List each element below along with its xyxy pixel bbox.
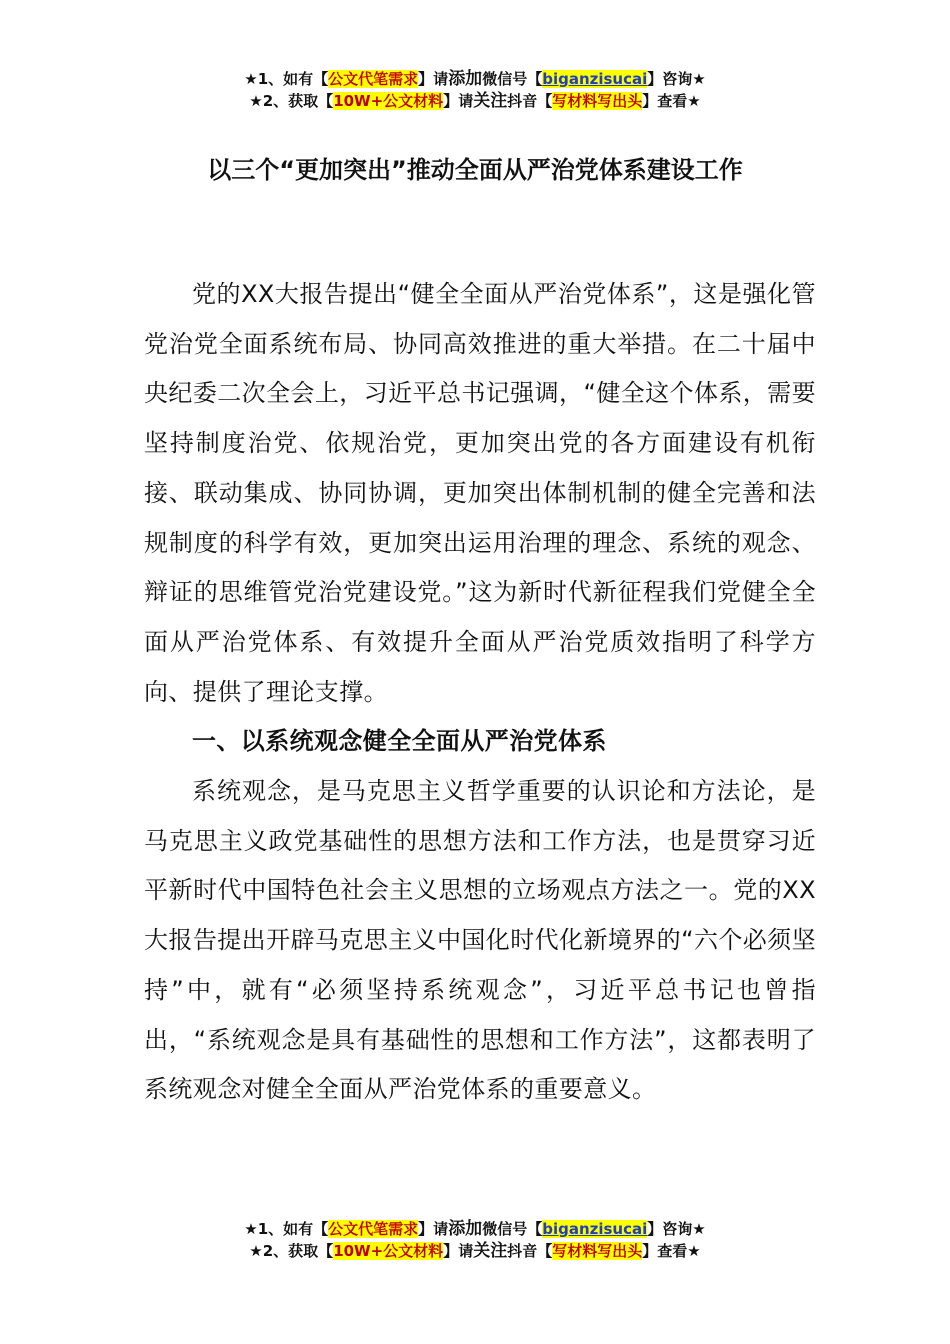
banner-text: ★2、获取【 <box>249 1242 334 1260</box>
banner-line-2 <box>0 90 950 112</box>
banner-douyin-id[interactable]: 写材料写出头 <box>552 1242 643 1260</box>
paragraph-intro: 党的XX大报告提出“健全全面从严治党体系”，这是强化管党治党全面系统布局、协同高效推进的重大举措。在二十届中央纪委二次全会上，习近平总书记强调，“健全这个体系，需要坚持制度治党、依规治党，更加突出党的各方面建设有机衔接、联动集成、协同协调，更加突出体制机制的健全完善和法规制度的科学有效，更加突出运用治理的理念、系统的观念、辩证的思维管党治党建设党。”这为新时代新征程我们党健全全面从严治党体系、有效提升全面从严治党质效指明了科学方向、提供了理论支撑。 <box>144 280 816 706</box>
banner-text: 微信号【 <box>482 1220 543 1238</box>
banner-text: 】查看★ <box>642 1242 701 1260</box>
header-banner <box>0 68 950 112</box>
banner-emphasis: 添加 <box>448 69 483 89</box>
banner-highlight-materials: 10W+公文材料 <box>333 1242 444 1260</box>
paragraph-section-1: 系统观念，是马克思主义哲学重要的认识论和方法论，是马克思主义政党基础性的思想方法和工作方法，也是贯穿习近平新时代中国特色社会主义思想的立场观点方法之一。党的XX大报告提出开辟马克思主义中国化时代化新境界的“六个必须坚持”中，就有“必须坚持系统观念”，习近平总书记也曾指出，“系统观念是具有基础性的思想和工作方法”，这都表明了系统观念对健全全面从严治党体系的重要意义。 <box>144 777 816 1104</box>
banner-line-2 <box>0 1240 950 1262</box>
document-title: 以三个“更加突出”推动全面从严治党体系建设工作 <box>207 156 743 184</box>
banner-text: ★1、如有【 <box>244 70 329 88</box>
banner-text: 微信号【 <box>482 70 543 88</box>
banner-douyin-id[interactable]: 写材料写出头 <box>552 92 643 110</box>
banner-text: ★1、如有【 <box>244 1220 329 1238</box>
banner-text: ★2、获取【 <box>249 92 334 110</box>
banner-text: 】请 <box>443 1242 474 1260</box>
banner-text: 】请 <box>443 92 474 110</box>
banner-text: 】请 <box>418 70 449 88</box>
banner-emphasis: 关注 <box>473 91 508 111</box>
section-heading-1: 一、以系统观念健全全面从严治党体系 <box>192 727 607 756</box>
banner-highlight-materials: 10W+公文材料 <box>333 92 444 110</box>
banner-text: 抖音【 <box>507 1242 553 1260</box>
banner-wechat-id[interactable]: biganzisucai <box>542 1220 648 1238</box>
banner-text: 抖音【 <box>507 92 553 110</box>
footer-banner <box>0 1218 950 1262</box>
banner-emphasis: 关注 <box>473 1241 508 1261</box>
banner-line-1 <box>0 68 950 90</box>
banner-wechat-id[interactable]: biganzisucai <box>542 70 648 88</box>
banner-highlight-service: 公文代笔需求 <box>328 1220 419 1238</box>
banner-emphasis: 添加 <box>448 1219 483 1239</box>
banner-text: 】咨询★ <box>647 1220 706 1238</box>
banner-line-1 <box>0 1218 950 1240</box>
document-body <box>144 270 816 1115</box>
banner-text: 】查看★ <box>642 92 701 110</box>
banner-text: 】咨询★ <box>647 70 706 88</box>
banner-text: 】请 <box>418 1220 449 1238</box>
banner-highlight-service: 公文代笔需求 <box>328 70 419 88</box>
